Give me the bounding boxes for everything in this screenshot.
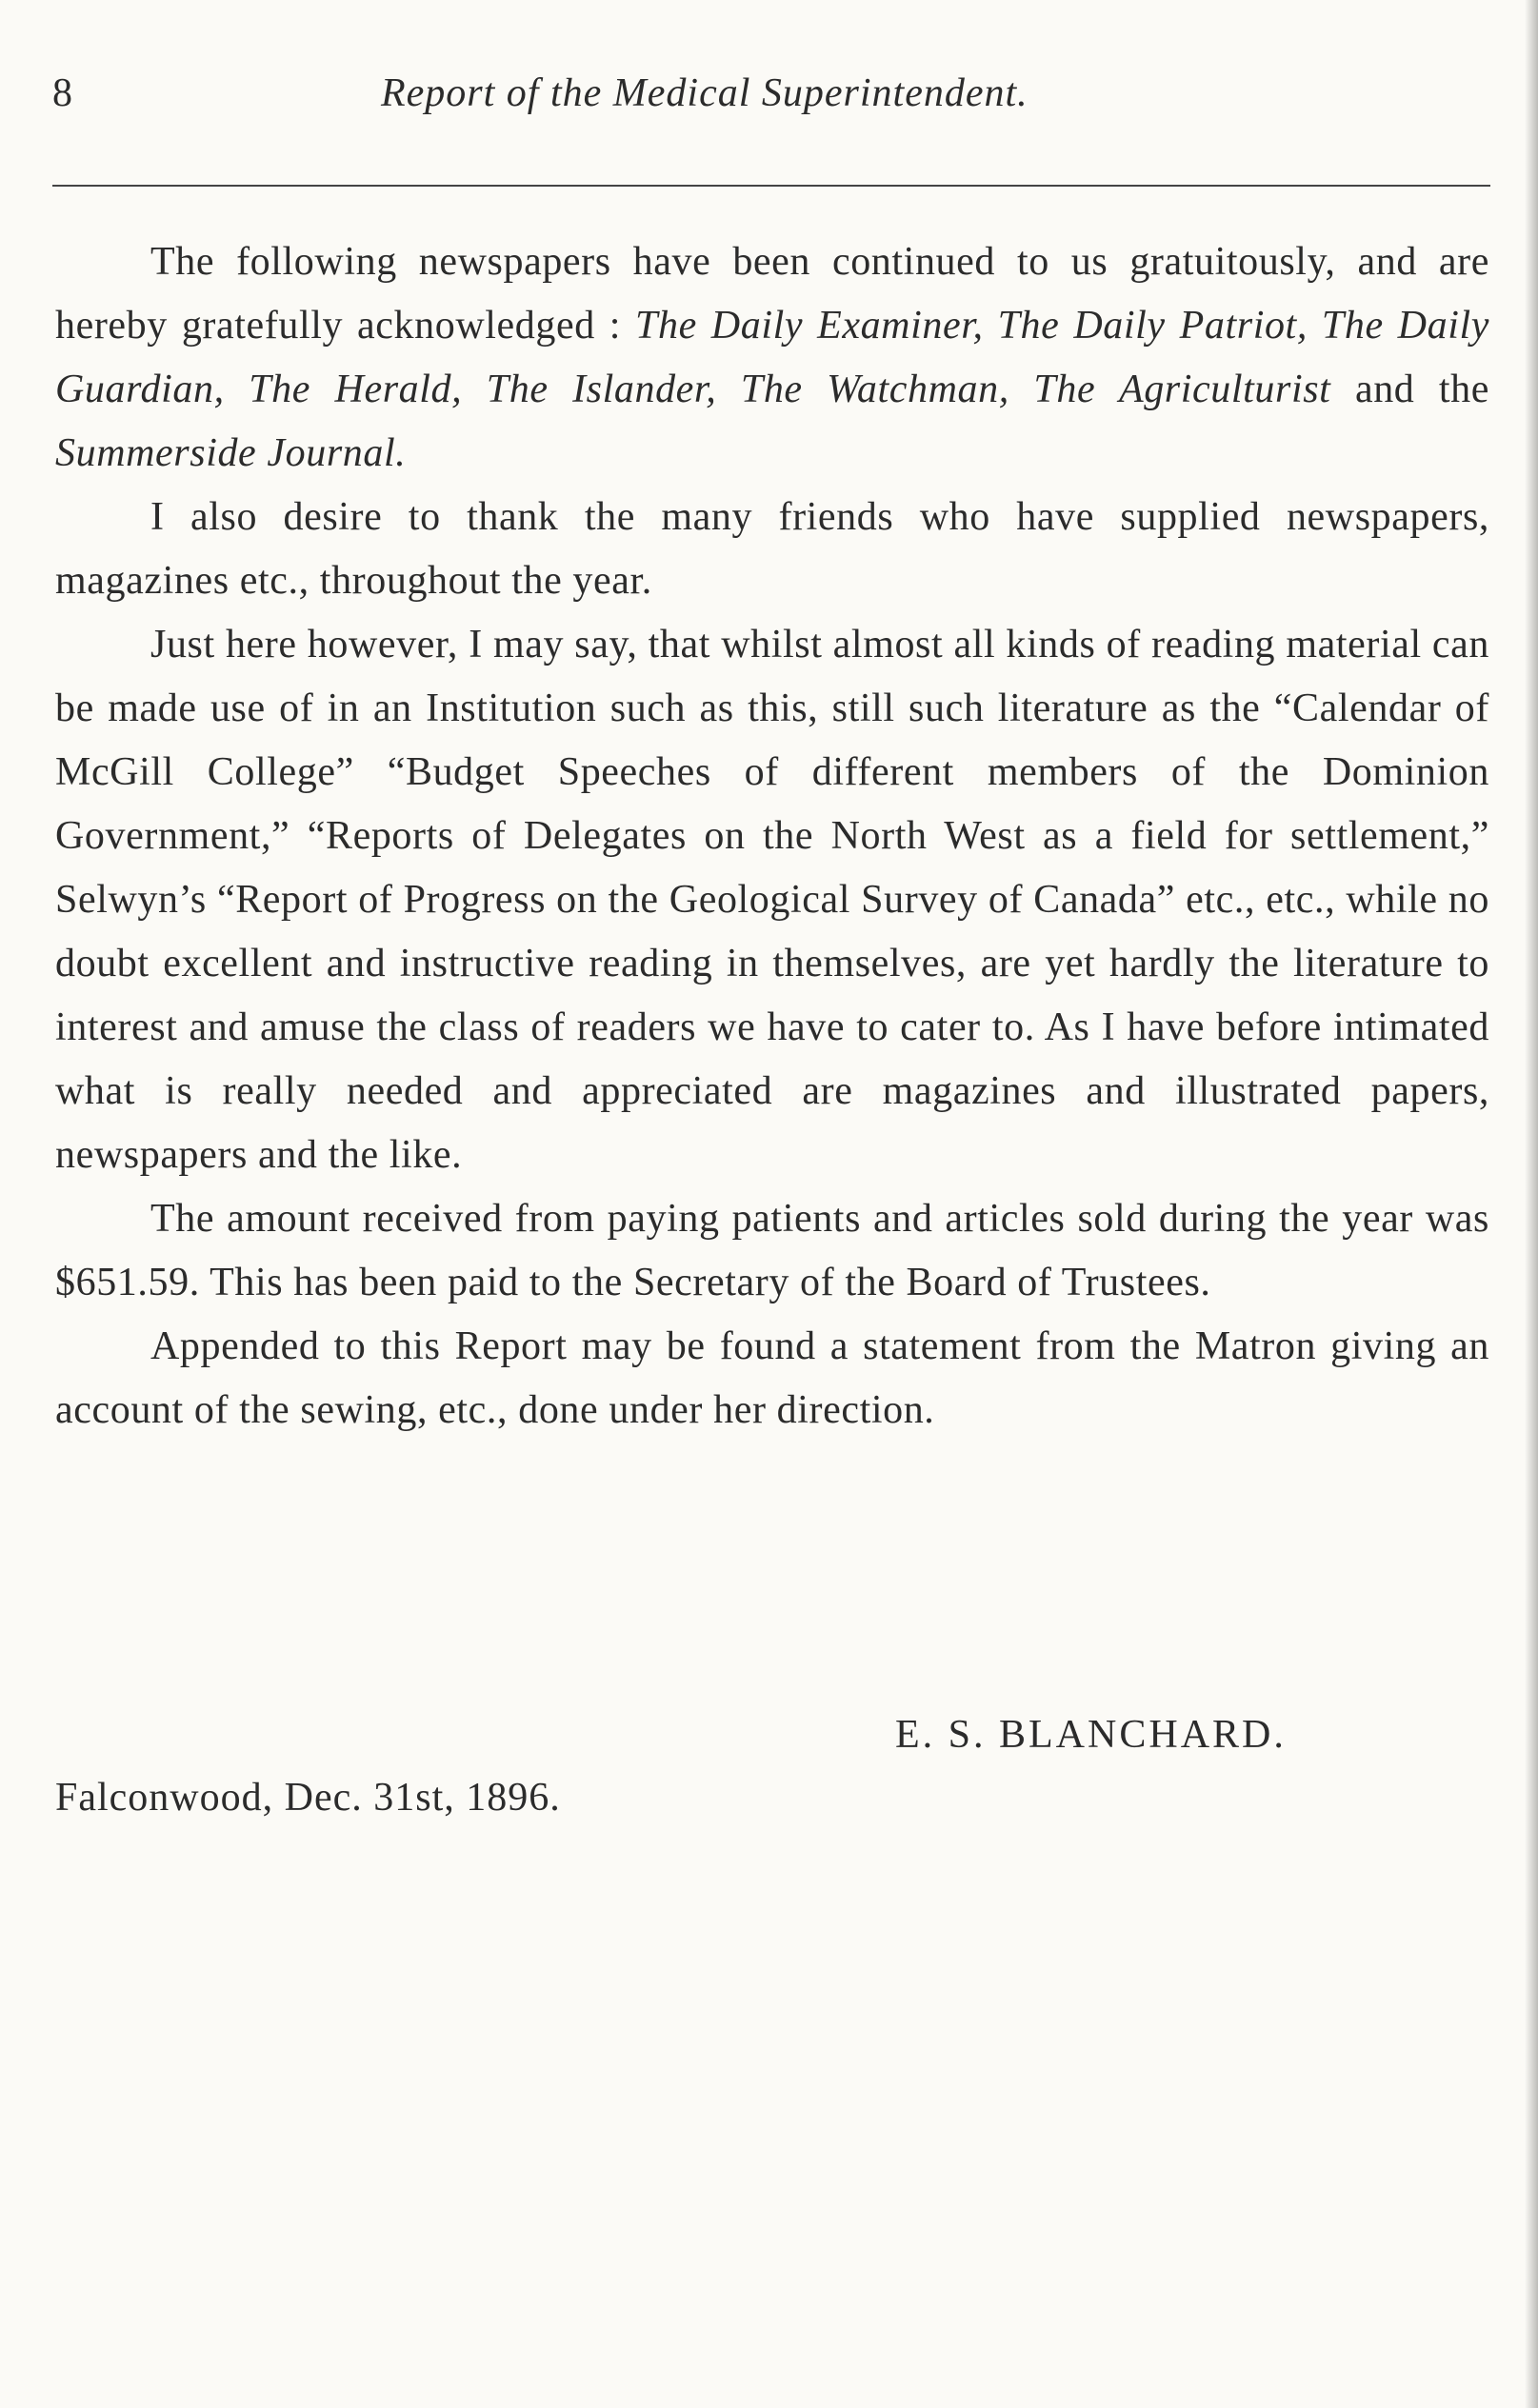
paragraph-literature: Just here however, I may say, that whilst almost all kinds of reading material can be made use of in an Institution such as this, still such literature as the “Calendar of McGill College” “Budget Speeches of different members of the Dominion Government,” “Reports of Delegates on the North West as a field for settlement,” Selwyn’s “Report of Progress on the Geological Survey of Canada” etc., etc., while no doubt excellent and instructive reading in themselves, are yet hardly the literature to interest and amuse the class of readers we have to cater to. As I have before intimated what is really needed and appreciated are magazines and illustrated papers, newspapers and the like. (55, 623, 1489, 1177)
paper-agriculturist: The Agriculturist (1033, 368, 1331, 411)
header-rule (52, 185, 1490, 187)
page-number: 8 (52, 71, 72, 115)
page-edge-shadow (1525, 0, 1538, 2408)
newspapers-lead: The following newspapers have been continued to us gratuitously, and are hereby gratefully acknowledged : (55, 240, 1489, 348)
and-the-text: and the (1330, 368, 1490, 411)
paper-watchman: The Watchman, (740, 368, 1009, 411)
paragraph-newspapers (55, 230, 1489, 486)
paper-daily-examiner: The Daily Examiner, (635, 304, 984, 348)
paper-daily-guardian: The Daily Guardian, (55, 304, 1489, 411)
dateline: Falconwood, Dec. 31st, 1896. (55, 1776, 561, 1820)
paper-summerside-journal: Summerside Journal. (55, 431, 407, 475)
paragraph-appended: Appended to this Report may be found a statement from the Matron giving an account of the sewing, etc., done under her direction. (55, 1324, 1489, 1432)
paper-herald: The Herald, (249, 368, 463, 411)
body-text (55, 230, 1489, 1443)
paper-islander: The Islander, (486, 368, 717, 411)
paragraph-amount-received: The amount received from paying patients and articles sold during the year was $651.59. This has been paid to the Secretary of the Board of Trustees. (55, 1197, 1489, 1304)
paragraph-thanks: I also desire to thank the many friends who have supplied newspapers, magazines etc., throughout the year. (55, 495, 1489, 603)
running-head (52, 65, 1490, 122)
signature: E. S. BLANCHARD. (895, 1713, 1287, 1757)
running-title: Report of the Medical Superintendent. (381, 71, 1029, 115)
paper-daily-patriot: The Daily Patriot, (997, 304, 1308, 348)
